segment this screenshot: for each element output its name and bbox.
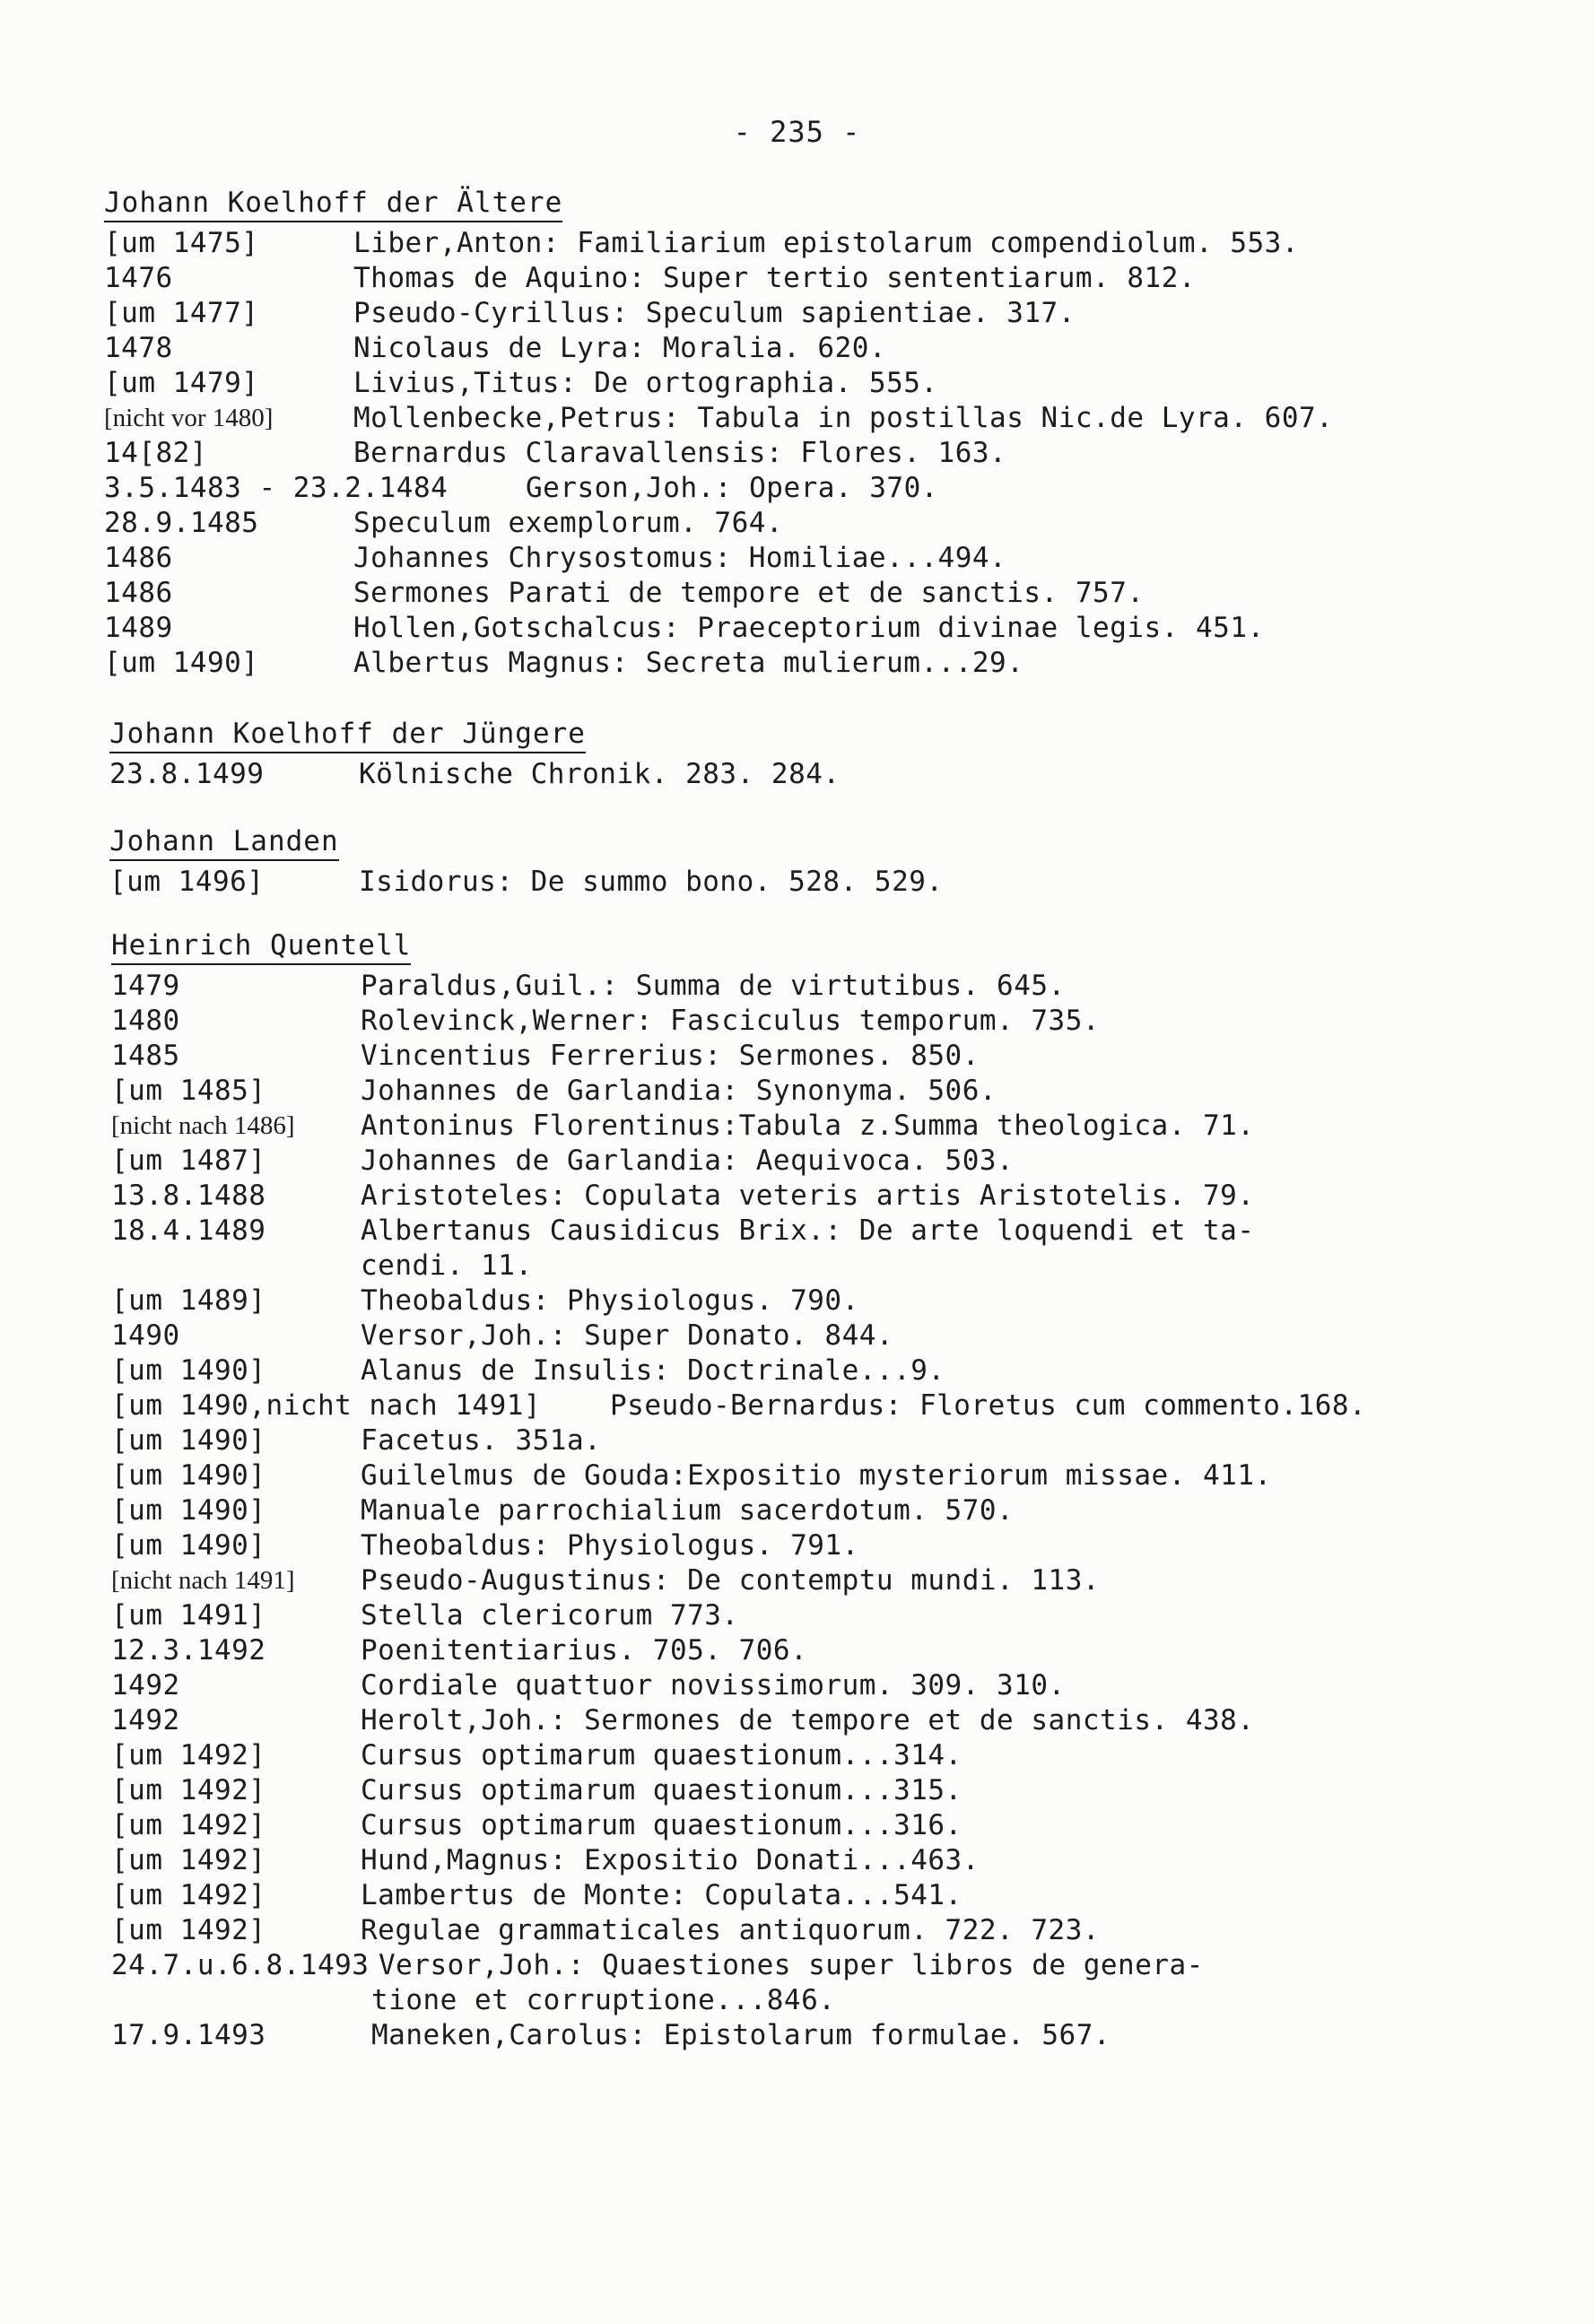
list-item xyxy=(109,865,1455,900)
entry-date: [nicht vor 1480] xyxy=(104,404,274,432)
entry-list xyxy=(111,969,1457,2053)
list-item xyxy=(104,471,1450,506)
entry-date: [nicht nach 1491] xyxy=(111,1566,295,1595)
entry-date: 1492 xyxy=(111,1669,180,1702)
entry-date: [um 1492] xyxy=(111,1914,266,1946)
entry-text: Johannes Chrysostomus: Homiliae...494. xyxy=(353,542,1007,574)
entry-date: [um 1492] xyxy=(111,1809,266,1841)
entry-text: Versor,Joh.: Quaestiones super libros de genera- xyxy=(379,1949,1204,1981)
entry-text: Mollenbecke,Petrus: Tabula in postillas Nic.de Lyra. 607. xyxy=(353,402,1334,434)
list-item xyxy=(104,541,1450,576)
list-item xyxy=(104,646,1450,681)
list-item xyxy=(111,1319,1457,1353)
section-title: Heinrich Quentell xyxy=(111,929,411,965)
entry-text: Manuale parrochialium sacerdotum. 570. xyxy=(361,1494,1015,1527)
entry-date: [um 1490] xyxy=(111,1494,266,1527)
list-item xyxy=(104,226,1450,261)
list-item xyxy=(111,1703,1457,1738)
printer-section-koelhoff-juengere xyxy=(109,718,1455,792)
list-item xyxy=(111,1004,1457,1039)
entry-date: 1490 xyxy=(111,1319,180,1352)
section-title: Johann Koelhoff der Ältere xyxy=(104,187,562,222)
printer-section-landen xyxy=(109,825,1455,900)
entry-date: 1492 xyxy=(111,1704,180,1736)
entry-date: [um 1489] xyxy=(111,1284,266,1317)
entry-text-continuation: tione et corruptione...846. xyxy=(371,1984,836,2016)
entry-text: Guilelmus de Gouda:Expositio mysteriorum missae. 411. xyxy=(361,1459,1272,1492)
entry-date: [um 1490] xyxy=(111,1459,266,1492)
entry-date: 23.8.1499 xyxy=(109,758,265,790)
list-item xyxy=(111,1109,1457,1144)
printer-section-quentell xyxy=(111,929,1457,2053)
list-item xyxy=(111,1458,1457,1493)
list-item xyxy=(111,1913,1457,1948)
entry-text: Gerson,Joh.: Opera. 370. xyxy=(526,472,938,504)
entry-date: [um 1487] xyxy=(111,1145,266,1177)
entry-text: Nicolaus de Lyra: Moralia. 620. xyxy=(353,332,887,364)
entry-date: 1479 xyxy=(111,970,180,1002)
entry-date: 17.9.1493 xyxy=(111,2019,266,2051)
list-item xyxy=(104,296,1450,331)
entry-date: [um 1492] xyxy=(111,1739,266,1771)
entry-date: 12.3.1492 xyxy=(111,1634,266,1667)
list-item xyxy=(111,1948,1457,2018)
section-title: Johann Koelhoff der Jüngere xyxy=(109,718,586,753)
entry-list xyxy=(109,757,1455,792)
entry-date: [um 1485] xyxy=(111,1075,266,1107)
list-item xyxy=(104,366,1450,401)
list-item xyxy=(111,1598,1457,1633)
entry-date: 1485 xyxy=(111,1040,180,1072)
entry-date: [um 1496] xyxy=(109,866,265,898)
list-item xyxy=(104,331,1450,366)
entry-text: Cursus optimarum quaestionum...315. xyxy=(361,1774,962,1806)
entry-text: Theobaldus: Physiologus. 790. xyxy=(361,1284,859,1317)
printer-section-koelhoff-aeltere xyxy=(104,187,1450,681)
entry-text: Vincentius Ferrerius: Sermones. 850. xyxy=(361,1040,980,1072)
entry-date: 1476 xyxy=(104,262,173,294)
entry-text: Facetus. 351a. xyxy=(361,1424,602,1457)
list-item xyxy=(111,969,1457,1004)
entry-text: Albertanus Causidicus Brix.: De arte loquendi et ta- xyxy=(361,1214,1255,1247)
entry-list xyxy=(109,865,1455,900)
entry-text: Cursus optimarum quaestionum...316. xyxy=(361,1809,962,1841)
entry-date: [um 1490,nicht nach 1491] xyxy=(111,1389,542,1422)
entry-text: Bernardus Claravallensis: Flores. 163. xyxy=(353,437,1007,469)
entry-text: Stella clericorum 773. xyxy=(361,1599,739,1632)
entry-text: Maneken,Carolus: Epistolarum formulae. 567. xyxy=(371,2019,1111,2051)
entry-text: Albertus Magnus: Secreta mulierum...29. xyxy=(353,647,1024,679)
entry-text: Hollen,Gotschalcus: Praeceptorium divinae legis. 451. xyxy=(353,612,1265,644)
entry-text: Regulae grammaticales antiquorum. 722. 723. xyxy=(361,1914,1101,1946)
entry-text: Paraldus,Guil.: Summa de virtutibus. 645. xyxy=(361,970,1066,1002)
entry-text: Isidorus: De summo bono. 528. 529. xyxy=(359,866,944,898)
entry-date: 13.8.1488 xyxy=(111,1179,266,1212)
entry-text: Herolt,Joh.: Sermones de tempore et de sanctis. 438. xyxy=(361,1704,1255,1736)
list-item xyxy=(104,401,1450,436)
entry-text: Liber,Anton: Familiarium epistolarum compendiolum. 553. xyxy=(353,227,1299,259)
entry-date: 3.5.1483 - 23.2.1484 xyxy=(104,472,449,504)
list-item xyxy=(104,261,1450,296)
list-item xyxy=(111,1039,1457,1074)
list-item xyxy=(111,1773,1457,1808)
list-item xyxy=(111,1353,1457,1388)
list-item xyxy=(104,436,1450,471)
entry-text: Pseudo-Bernardus: Floretus cum commento.168. xyxy=(610,1389,1367,1422)
entry-date: 14[82] xyxy=(104,437,207,469)
entry-text: Rolevinck,Werner: Fasciculus temporum. 735. xyxy=(361,1005,1101,1037)
entry-date: [um 1492] xyxy=(111,1879,266,1911)
entry-list xyxy=(104,226,1450,681)
entry-text: Johannes de Garlandia: Aequivoca. 503. xyxy=(361,1145,1015,1177)
entry-date: [um 1475] xyxy=(104,227,259,259)
list-item xyxy=(111,1633,1457,1668)
list-item xyxy=(111,1074,1457,1109)
list-item xyxy=(111,1144,1457,1179)
entry-text: Alanus de Insulis: Doctrinale...9. xyxy=(361,1354,945,1387)
list-item xyxy=(104,506,1450,541)
page-number: - 235 - xyxy=(733,115,861,149)
list-item xyxy=(111,1808,1457,1843)
entry-text: Aristoteles: Copulata veteris artis Aristotelis. 79. xyxy=(361,1179,1255,1212)
entry-text: Sermones Parati de tempore et de sanctis. 757. xyxy=(353,577,1145,609)
entry-text: Cordiale quattuor novissimorum. 309. 310. xyxy=(361,1669,1066,1702)
entry-date: [um 1490] xyxy=(104,647,259,679)
entry-text: Lambertus de Monte: Copulata...541. xyxy=(361,1879,962,1911)
list-item xyxy=(111,1668,1457,1703)
entry-date: 24.7.u.6.8.1493 xyxy=(111,1949,370,1981)
entry-text: Versor,Joh.: Super Donato. 844. xyxy=(361,1319,894,1352)
list-item xyxy=(104,576,1450,611)
entry-text: Poenitentiarius. 705. 706. xyxy=(361,1634,808,1667)
list-item xyxy=(111,1738,1457,1773)
entry-date: 1486 xyxy=(104,577,173,609)
list-item xyxy=(111,1528,1457,1563)
list-item xyxy=(111,1423,1457,1458)
entry-date: [um 1490] xyxy=(111,1529,266,1562)
entry-text: Speculum exemplorum. 764. xyxy=(353,507,784,539)
list-item xyxy=(111,1493,1457,1528)
entry-date: [um 1490] xyxy=(111,1424,266,1457)
entry-text-continuation: cendi. 11. xyxy=(361,1249,533,1282)
entry-text: Antoninus Florentinus:Tabula z.Summa theologica. 71. xyxy=(361,1110,1255,1142)
entry-text: Hund,Magnus: Expositio Donati...463. xyxy=(361,1844,980,1876)
entry-date: [um 1492] xyxy=(111,1774,266,1806)
list-item xyxy=(109,757,1455,792)
entry-date: 1478 xyxy=(104,332,173,364)
entry-text: Kölnische Chronik. 283. 284. xyxy=(359,758,841,790)
entry-text: Pseudo-Augustinus: De contemptu mundi. 113. xyxy=(361,1564,1101,1597)
list-item xyxy=(111,1563,1457,1598)
entry-date: [nicht nach 1486] xyxy=(111,1111,295,1140)
list-item xyxy=(111,1843,1457,1878)
list-item xyxy=(104,611,1450,646)
entry-date: [um 1479] xyxy=(104,367,259,399)
list-item xyxy=(111,2018,1457,2053)
list-item xyxy=(111,1878,1457,1913)
entry-date: 1486 xyxy=(104,542,173,574)
entry-date: 1489 xyxy=(104,612,173,644)
list-item xyxy=(111,1388,1457,1423)
list-item xyxy=(111,1179,1457,1214)
list-item xyxy=(111,1284,1457,1319)
entry-date: 1480 xyxy=(111,1005,180,1037)
entry-text: Johannes de Garlandia: Synonyma. 506. xyxy=(361,1075,997,1107)
entry-text: Livius,Titus: De ortographia. 555. xyxy=(353,367,938,399)
entry-date: [um 1477] xyxy=(104,297,259,329)
section-title: Johann Landen xyxy=(109,825,339,861)
entry-text: Pseudo-Cyrillus: Speculum sapientiae. 317. xyxy=(353,297,1076,329)
entry-date: 28.9.1485 xyxy=(104,507,259,539)
entry-date: [um 1490] xyxy=(111,1354,266,1387)
entry-text: Thomas de Aquino: Super tertio sententiarum. 812. xyxy=(353,262,1197,294)
list-item xyxy=(111,1214,1457,1284)
entry-date: 18.4.1489 xyxy=(111,1214,266,1247)
entry-date: [um 1492] xyxy=(111,1844,266,1876)
entry-text: Cursus optimarum quaestionum...314. xyxy=(361,1739,962,1771)
entry-text: Theobaldus: Physiologus. 791. xyxy=(361,1529,859,1562)
entry-date: [um 1491] xyxy=(111,1599,266,1632)
